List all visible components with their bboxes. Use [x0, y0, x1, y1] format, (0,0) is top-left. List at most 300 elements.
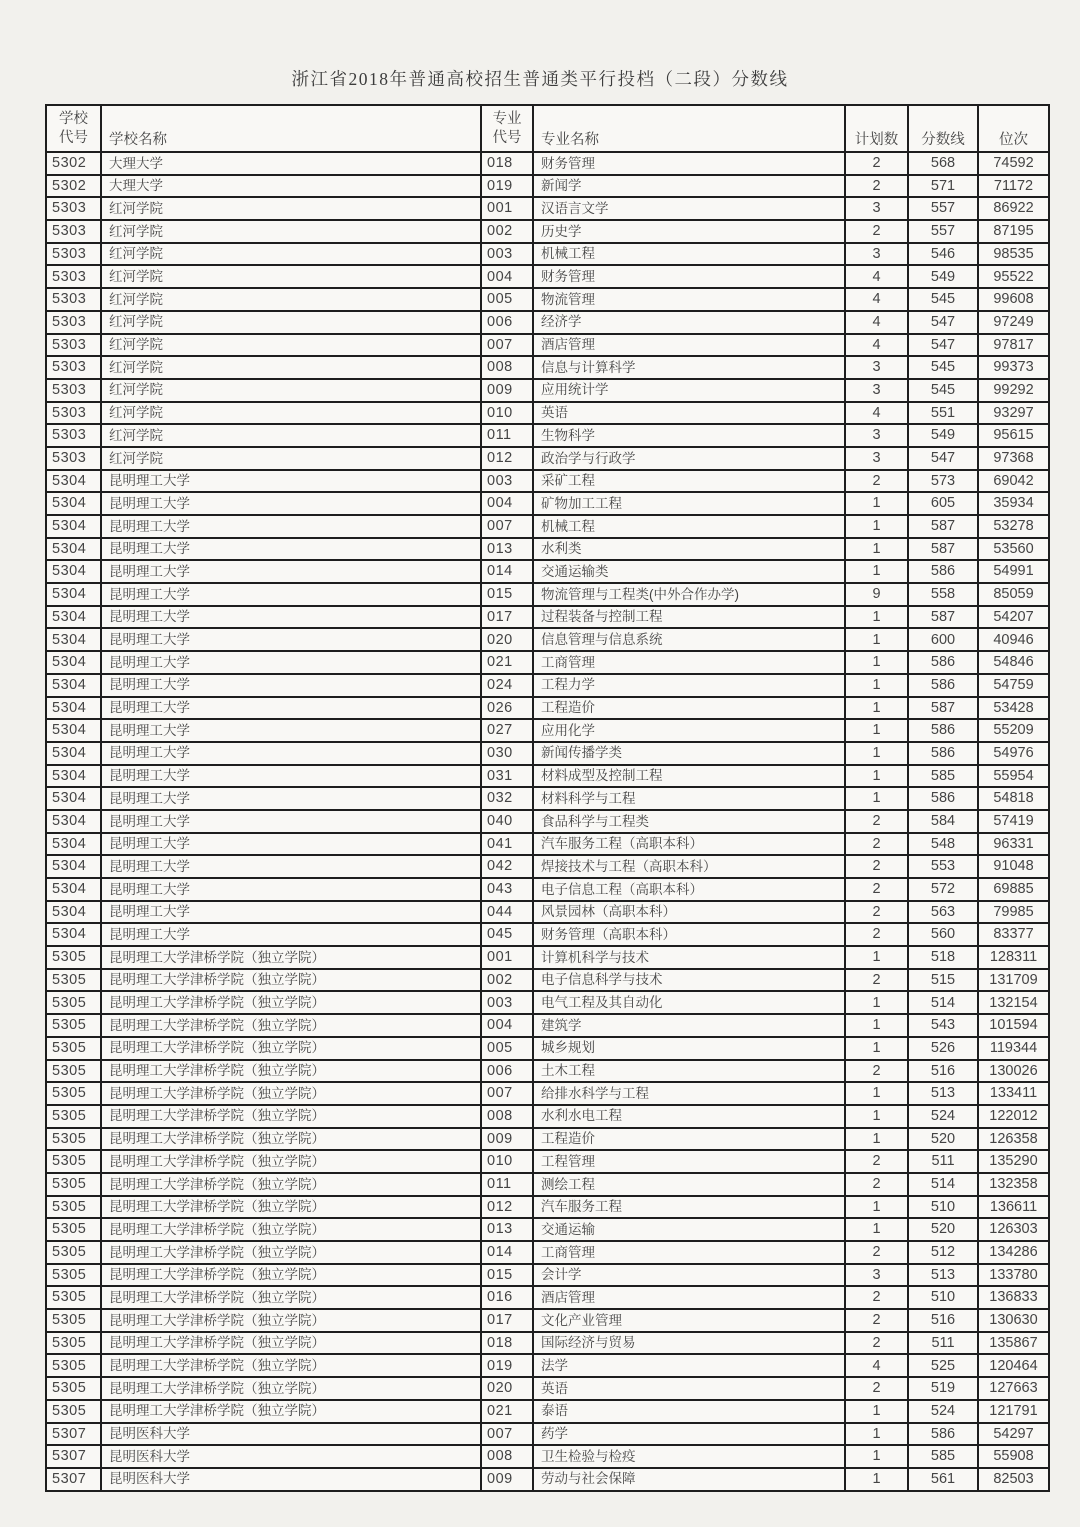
cell-school-name: 昆明医科大学 — [101, 1468, 481, 1491]
cell-rank: 120464 — [978, 1354, 1049, 1377]
cell-major-code: 001 — [481, 197, 533, 220]
cell-major-name: 电子信息科学与技术 — [533, 969, 845, 992]
cell-school-name: 昆明理工大学津桥学院（独立学院） — [101, 1332, 481, 1355]
cell-major-name: 政治学与行政学 — [533, 447, 845, 470]
cell-plan-count: 4 — [845, 311, 908, 334]
cell-plan-count: 2 — [845, 810, 908, 833]
cell-school-code: 5305 — [46, 1082, 101, 1105]
cell-major-name: 土木工程 — [533, 1060, 845, 1083]
cell-major-name: 英语 — [533, 1377, 845, 1400]
cell-school-code: 5304 — [46, 470, 101, 493]
cell-score-line: 526 — [908, 1037, 978, 1060]
table-row — [46, 969, 1049, 992]
cell-school-name: 昆明理工大学津桥学院（独立学院） — [101, 1286, 481, 1309]
cell-major-code: 004 — [481, 1014, 533, 1037]
cell-major-code: 008 — [481, 356, 533, 379]
table-row — [46, 1014, 1049, 1037]
cell-plan-count: 3 — [845, 356, 908, 379]
cell-major-code: 005 — [481, 1037, 533, 1060]
cell-major-code: 007 — [481, 515, 533, 538]
table-row — [46, 152, 1049, 175]
cell-rank: 87195 — [978, 220, 1049, 243]
cell-major-name: 信息与计算科学 — [533, 356, 845, 379]
cell-plan-count: 9 — [845, 583, 908, 606]
table-row — [46, 719, 1049, 742]
cell-plan-count: 3 — [845, 447, 908, 470]
cell-score-line: 514 — [908, 991, 978, 1014]
cell-plan-count: 3 — [845, 379, 908, 402]
table-row — [46, 1286, 1049, 1309]
col-header-school-code-line2: 代号 — [59, 129, 88, 146]
cell-major-name: 工商管理 — [533, 651, 845, 674]
cell-school-code: 5303 — [46, 447, 101, 470]
cell-school-name: 昆明理工大学 — [101, 901, 481, 924]
table-row — [46, 356, 1049, 379]
cell-major-name: 过程装备与控制工程 — [533, 606, 845, 629]
table-row — [46, 470, 1049, 493]
cell-score-line: 587 — [908, 606, 978, 629]
cell-rank: 54976 — [978, 742, 1049, 765]
cell-school-name: 昆明理工大学 — [101, 878, 481, 901]
cell-major-name: 新闻传播学类 — [533, 742, 845, 765]
table-row — [46, 1128, 1049, 1151]
cell-major-code: 042 — [481, 855, 533, 878]
cell-school-name: 红河学院 — [101, 220, 481, 243]
cell-major-name: 文化产业管理 — [533, 1309, 845, 1332]
cell-school-code: 5305 — [46, 1332, 101, 1355]
cell-school-name: 昆明理工大学 — [101, 628, 481, 651]
cell-school-code: 5303 — [46, 288, 101, 311]
table-row — [46, 1060, 1049, 1083]
cell-score-line: 549 — [908, 424, 978, 447]
cell-major-name: 应用化学 — [533, 719, 845, 742]
cell-school-name: 昆明理工大学 — [101, 606, 481, 629]
cell-rank: 134286 — [978, 1241, 1049, 1264]
cell-rank: 93297 — [978, 402, 1049, 425]
cell-major-code: 041 — [481, 833, 533, 856]
table-row — [46, 197, 1049, 220]
cell-major-name: 新闻学 — [533, 175, 845, 198]
cell-school-name: 昆明理工大学 — [101, 719, 481, 742]
cell-school-code: 5304 — [46, 583, 101, 606]
cell-rank: 54297 — [978, 1423, 1049, 1446]
cell-major-code: 006 — [481, 1060, 533, 1083]
cell-major-code: 020 — [481, 628, 533, 651]
cell-rank: 128311 — [978, 946, 1049, 969]
cell-score-line: 572 — [908, 878, 978, 901]
cell-score-line: 585 — [908, 1445, 978, 1468]
cell-major-code: 012 — [481, 447, 533, 470]
cell-major-name: 劳动与社会保障 — [533, 1468, 845, 1491]
cell-school-code: 5304 — [46, 697, 101, 720]
cell-school-name: 昆明理工大学 — [101, 697, 481, 720]
cell-major-code: 005 — [481, 288, 533, 311]
table-row — [46, 220, 1049, 243]
cell-major-code: 013 — [481, 538, 533, 561]
cell-school-code: 5304 — [46, 492, 101, 515]
cell-score-line: 511 — [908, 1332, 978, 1355]
cell-plan-count: 1 — [845, 606, 908, 629]
table-row — [46, 538, 1049, 561]
cell-school-name: 昆明理工大学津桥学院（独立学院） — [101, 1264, 481, 1287]
cell-major-name: 法学 — [533, 1354, 845, 1377]
cell-school-code: 5305 — [46, 1150, 101, 1173]
cell-major-name: 工程造价 — [533, 1128, 845, 1151]
cell-plan-count: 3 — [845, 197, 908, 220]
cell-score-line: 586 — [908, 742, 978, 765]
cell-major-code: 006 — [481, 311, 533, 334]
cell-plan-count: 1 — [845, 628, 908, 651]
cell-rank: 127663 — [978, 1377, 1049, 1400]
cell-major-name: 物流管理与工程类(中外合作办学) — [533, 583, 845, 606]
cell-rank: 101594 — [978, 1014, 1049, 1037]
cell-score-line: 586 — [908, 674, 978, 697]
cell-school-code: 5302 — [46, 175, 101, 198]
cell-rank: 136611 — [978, 1196, 1049, 1219]
cell-school-name: 昆明理工大学津桥学院（独立学院） — [101, 1400, 481, 1423]
cell-school-name: 昆明理工大学 — [101, 833, 481, 856]
cell-rank: 79985 — [978, 901, 1049, 924]
cell-school-code: 5305 — [46, 1128, 101, 1151]
table-row — [46, 1400, 1049, 1423]
cell-major-code: 017 — [481, 606, 533, 629]
cell-score-line: 547 — [908, 447, 978, 470]
cell-rank: 55954 — [978, 765, 1049, 788]
table-row — [46, 1241, 1049, 1264]
cell-plan-count: 1 — [845, 946, 908, 969]
cell-school-code: 5305 — [46, 1173, 101, 1196]
cell-plan-count: 1 — [845, 1082, 908, 1105]
cell-school-name: 昆明理工大学 — [101, 742, 481, 765]
cell-school-code: 5304 — [46, 833, 101, 856]
cell-plan-count: 4 — [845, 265, 908, 288]
cell-rank: 121791 — [978, 1400, 1049, 1423]
cell-score-line: 557 — [908, 220, 978, 243]
cell-score-line: 586 — [908, 1423, 978, 1446]
table-row — [46, 697, 1049, 720]
cell-major-code: 018 — [481, 152, 533, 175]
cell-school-code: 5305 — [46, 969, 101, 992]
cell-score-line: 524 — [908, 1105, 978, 1128]
cell-score-line: 573 — [908, 470, 978, 493]
table-row — [46, 1150, 1049, 1173]
cell-school-code: 5305 — [46, 1264, 101, 1287]
cell-major-code: 011 — [481, 424, 533, 447]
cell-plan-count: 1 — [845, 1014, 908, 1037]
cell-major-name: 测绘工程 — [533, 1173, 845, 1196]
cell-plan-count: 1 — [845, 538, 908, 561]
cell-school-code: 5304 — [46, 810, 101, 833]
cell-major-name: 机械工程 — [533, 243, 845, 266]
cell-plan-count: 2 — [845, 923, 908, 946]
table-row — [46, 1196, 1049, 1219]
cell-score-line: 568 — [908, 152, 978, 175]
table-row — [46, 765, 1049, 788]
cell-school-code: 5303 — [46, 243, 101, 266]
cell-school-code: 5304 — [46, 923, 101, 946]
cell-school-name: 昆明医科大学 — [101, 1423, 481, 1446]
cell-score-line: 547 — [908, 311, 978, 334]
cell-score-line: 520 — [908, 1218, 978, 1241]
cell-school-name: 昆明理工大学津桥学院（独立学院） — [101, 1082, 481, 1105]
cell-score-line: 546 — [908, 243, 978, 266]
cell-major-name: 工商管理 — [533, 1241, 845, 1264]
cell-school-name: 红河学院 — [101, 265, 481, 288]
cell-school-code: 5305 — [46, 1037, 101, 1060]
cell-school-code: 5304 — [46, 606, 101, 629]
cell-school-code: 5303 — [46, 379, 101, 402]
cell-school-code: 5304 — [46, 901, 101, 924]
table-row — [46, 515, 1049, 538]
cell-school-name: 昆明理工大学津桥学院（独立学院） — [101, 1128, 481, 1151]
cell-school-name: 红河学院 — [101, 334, 481, 357]
cell-school-code: 5303 — [46, 311, 101, 334]
cell-plan-count: 2 — [845, 1332, 908, 1355]
table-row — [46, 946, 1049, 969]
cell-school-code: 5304 — [46, 674, 101, 697]
cell-score-line: 510 — [908, 1286, 978, 1309]
col-header-school-name: 学校名称 — [101, 105, 481, 152]
cell-plan-count: 2 — [845, 1150, 908, 1173]
cell-rank: 96331 — [978, 833, 1049, 856]
table-row — [46, 492, 1049, 515]
cell-school-name: 昆明理工大学津桥学院（独立学院） — [101, 1241, 481, 1264]
cell-plan-count: 2 — [845, 855, 908, 878]
cell-rank: 69042 — [978, 470, 1049, 493]
cell-major-code: 012 — [481, 1196, 533, 1219]
cell-school-name: 昆明理工大学津桥学院（独立学院） — [101, 1037, 481, 1060]
cell-score-line: 587 — [908, 697, 978, 720]
cell-plan-count: 4 — [845, 334, 908, 357]
cell-major-name: 电气工程及其自动化 — [533, 991, 845, 1014]
cell-score-line: 571 — [908, 175, 978, 198]
cell-rank: 55209 — [978, 719, 1049, 742]
cell-major-name: 泰语 — [533, 1400, 845, 1423]
cell-rank: 74592 — [978, 152, 1049, 175]
cell-rank: 130630 — [978, 1309, 1049, 1332]
cell-score-line: 558 — [908, 583, 978, 606]
cell-score-line: 512 — [908, 1241, 978, 1264]
table-row — [46, 1082, 1049, 1105]
cell-plan-count: 1 — [845, 787, 908, 810]
cell-major-name: 汽车服务工程（高职本科） — [533, 833, 845, 856]
table-row — [46, 901, 1049, 924]
cell-plan-count: 2 — [845, 1377, 908, 1400]
cell-school-code: 5305 — [46, 1400, 101, 1423]
cell-rank: 126358 — [978, 1128, 1049, 1151]
table-row — [46, 923, 1049, 946]
cell-rank: 99608 — [978, 288, 1049, 311]
cell-major-code: 014 — [481, 1241, 533, 1264]
cell-major-name: 材料科学与工程 — [533, 787, 845, 810]
cell-school-name: 红河学院 — [101, 356, 481, 379]
cell-school-name: 昆明理工大学 — [101, 765, 481, 788]
cell-major-code: 002 — [481, 220, 533, 243]
cell-major-name: 计算机科学与技术 — [533, 946, 845, 969]
cell-major-name: 工程管理 — [533, 1150, 845, 1173]
cell-score-line: 545 — [908, 356, 978, 379]
cell-school-name: 昆明理工大学 — [101, 674, 481, 697]
cell-score-line: 545 — [908, 288, 978, 311]
table-row — [46, 1173, 1049, 1196]
cell-major-code: 011 — [481, 1173, 533, 1196]
cell-major-name: 机械工程 — [533, 515, 845, 538]
cell-plan-count: 2 — [845, 1173, 908, 1196]
cell-rank: 135290 — [978, 1150, 1049, 1173]
col-header-rank: 位次 — [978, 105, 1049, 152]
cell-score-line: 545 — [908, 379, 978, 402]
cell-rank: 95615 — [978, 424, 1049, 447]
cell-school-name: 红河学院 — [101, 288, 481, 311]
cell-major-code: 007 — [481, 334, 533, 357]
cell-score-line: 605 — [908, 492, 978, 515]
cell-major-name: 矿物加工工程 — [533, 492, 845, 515]
cell-score-line: 511 — [908, 1150, 978, 1173]
cell-school-name: 昆明理工大学津桥学院（独立学院） — [101, 1309, 481, 1332]
table-row — [46, 991, 1049, 1014]
cell-major-name: 建筑学 — [533, 1014, 845, 1037]
cell-rank: 83377 — [978, 923, 1049, 946]
cell-major-code: 003 — [481, 470, 533, 493]
cell-major-code: 009 — [481, 1468, 533, 1491]
cell-major-code: 003 — [481, 991, 533, 1014]
cell-school-code: 5305 — [46, 1241, 101, 1264]
cell-school-code: 5304 — [46, 765, 101, 788]
cell-major-code: 009 — [481, 379, 533, 402]
cell-school-name: 昆明理工大学津桥学院（独立学院） — [101, 1014, 481, 1037]
cell-major-name: 卫生检验与检疫 — [533, 1445, 845, 1468]
cell-school-code: 5305 — [46, 1286, 101, 1309]
cell-major-name: 信息管理与信息系统 — [533, 628, 845, 651]
table-row — [46, 787, 1049, 810]
cell-school-name: 昆明理工大学 — [101, 515, 481, 538]
cell-score-line: 586 — [908, 719, 978, 742]
cell-major-name: 工程力学 — [533, 674, 845, 697]
cell-school-name: 红河学院 — [101, 311, 481, 334]
cell-plan-count: 4 — [845, 1354, 908, 1377]
table-row — [46, 265, 1049, 288]
table-row — [46, 311, 1049, 334]
cell-major-code: 021 — [481, 1400, 533, 1423]
cell-rank: 97249 — [978, 311, 1049, 334]
cell-major-name: 电子信息工程（高职本科） — [533, 878, 845, 901]
cell-school-code: 5305 — [46, 991, 101, 1014]
cell-score-line: 519 — [908, 1377, 978, 1400]
cell-school-code: 5304 — [46, 742, 101, 765]
cell-school-code: 5304 — [46, 560, 101, 583]
table-row — [46, 379, 1049, 402]
cell-score-line: 518 — [908, 946, 978, 969]
cell-plan-count: 1 — [845, 674, 908, 697]
cell-school-name: 昆明理工大学津桥学院（独立学院） — [101, 1196, 481, 1219]
cell-school-code: 5307 — [46, 1445, 101, 1468]
cell-major-code: 045 — [481, 923, 533, 946]
cell-plan-count: 3 — [845, 1264, 908, 1287]
cell-major-code: 008 — [481, 1105, 533, 1128]
cell-plan-count: 1 — [845, 1445, 908, 1468]
cell-rank: 99292 — [978, 379, 1049, 402]
table-row — [46, 424, 1049, 447]
cell-plan-count: 1 — [845, 765, 908, 788]
cell-major-code: 015 — [481, 1264, 533, 1287]
cell-plan-count: 1 — [845, 719, 908, 742]
cell-plan-count: 1 — [845, 1423, 908, 1446]
cell-plan-count: 2 — [845, 1309, 908, 1332]
cell-major-name: 历史学 — [533, 220, 845, 243]
col-header-school-code-line1: 学校 — [59, 110, 88, 127]
cell-plan-count: 2 — [845, 901, 908, 924]
cell-major-code: 004 — [481, 492, 533, 515]
cell-school-name: 昆明理工大学津桥学院（独立学院） — [101, 969, 481, 992]
cell-plan-count: 1 — [845, 991, 908, 1014]
cell-rank: 133780 — [978, 1264, 1049, 1287]
cell-major-code: 007 — [481, 1082, 533, 1105]
cell-score-line: 557 — [908, 197, 978, 220]
cell-major-code: 021 — [481, 651, 533, 674]
cell-plan-count: 1 — [845, 1196, 908, 1219]
cell-school-code: 5304 — [46, 515, 101, 538]
cell-score-line: 515 — [908, 969, 978, 992]
cell-school-name: 大理大学 — [101, 175, 481, 198]
cell-score-line: 586 — [908, 651, 978, 674]
cell-plan-count: 1 — [845, 651, 908, 674]
cell-school-code: 5303 — [46, 197, 101, 220]
col-header-major-code-line1: 专业 — [492, 110, 522, 127]
cell-school-name: 昆明理工大学津桥学院（独立学院） — [101, 1354, 481, 1377]
cell-major-name: 生物科学 — [533, 424, 845, 447]
cell-school-name: 昆明理工大学 — [101, 560, 481, 583]
cell-score-line: 549 — [908, 265, 978, 288]
cell-plan-count: 1 — [845, 1128, 908, 1151]
cell-major-code: 016 — [481, 1286, 533, 1309]
table-row — [46, 1218, 1049, 1241]
cell-plan-count: 1 — [845, 1105, 908, 1128]
table-row — [46, 1037, 1049, 1060]
cell-school-name: 昆明理工大学 — [101, 470, 481, 493]
table-row — [46, 1354, 1049, 1377]
cell-rank: 97368 — [978, 447, 1049, 470]
cell-school-name: 昆明理工大学津桥学院（独立学院） — [101, 1060, 481, 1083]
cell-school-name: 红河学院 — [101, 424, 481, 447]
cell-score-line: 587 — [908, 538, 978, 561]
cell-school-name: 红河学院 — [101, 447, 481, 470]
cell-major-name: 水利水电工程 — [533, 1105, 845, 1128]
cell-score-line: 513 — [908, 1264, 978, 1287]
cell-rank: 131709 — [978, 969, 1049, 992]
cell-major-code: 004 — [481, 265, 533, 288]
cell-score-line: 586 — [908, 560, 978, 583]
cell-rank: 95522 — [978, 265, 1049, 288]
cell-score-line: 547 — [908, 334, 978, 357]
col-header-major-name: 专业名称 — [533, 105, 845, 152]
cell-school-name: 大理大学 — [101, 152, 481, 175]
cell-major-name: 酒店管理 — [533, 334, 845, 357]
cell-score-line: 513 — [908, 1082, 978, 1105]
cell-school-code: 5305 — [46, 1218, 101, 1241]
cell-rank: 135867 — [978, 1332, 1049, 1355]
cell-score-line: 520 — [908, 1128, 978, 1151]
cell-score-line: 525 — [908, 1354, 978, 1377]
cell-major-name: 工程造价 — [533, 697, 845, 720]
cell-major-code: 010 — [481, 1150, 533, 1173]
table-header-row — [46, 105, 1049, 152]
table-row — [46, 742, 1049, 765]
col-header-major-code — [481, 105, 533, 152]
cell-rank: 82503 — [978, 1468, 1049, 1491]
cell-major-code: 031 — [481, 765, 533, 788]
cell-plan-count: 1 — [845, 560, 908, 583]
table-row — [46, 1468, 1049, 1491]
